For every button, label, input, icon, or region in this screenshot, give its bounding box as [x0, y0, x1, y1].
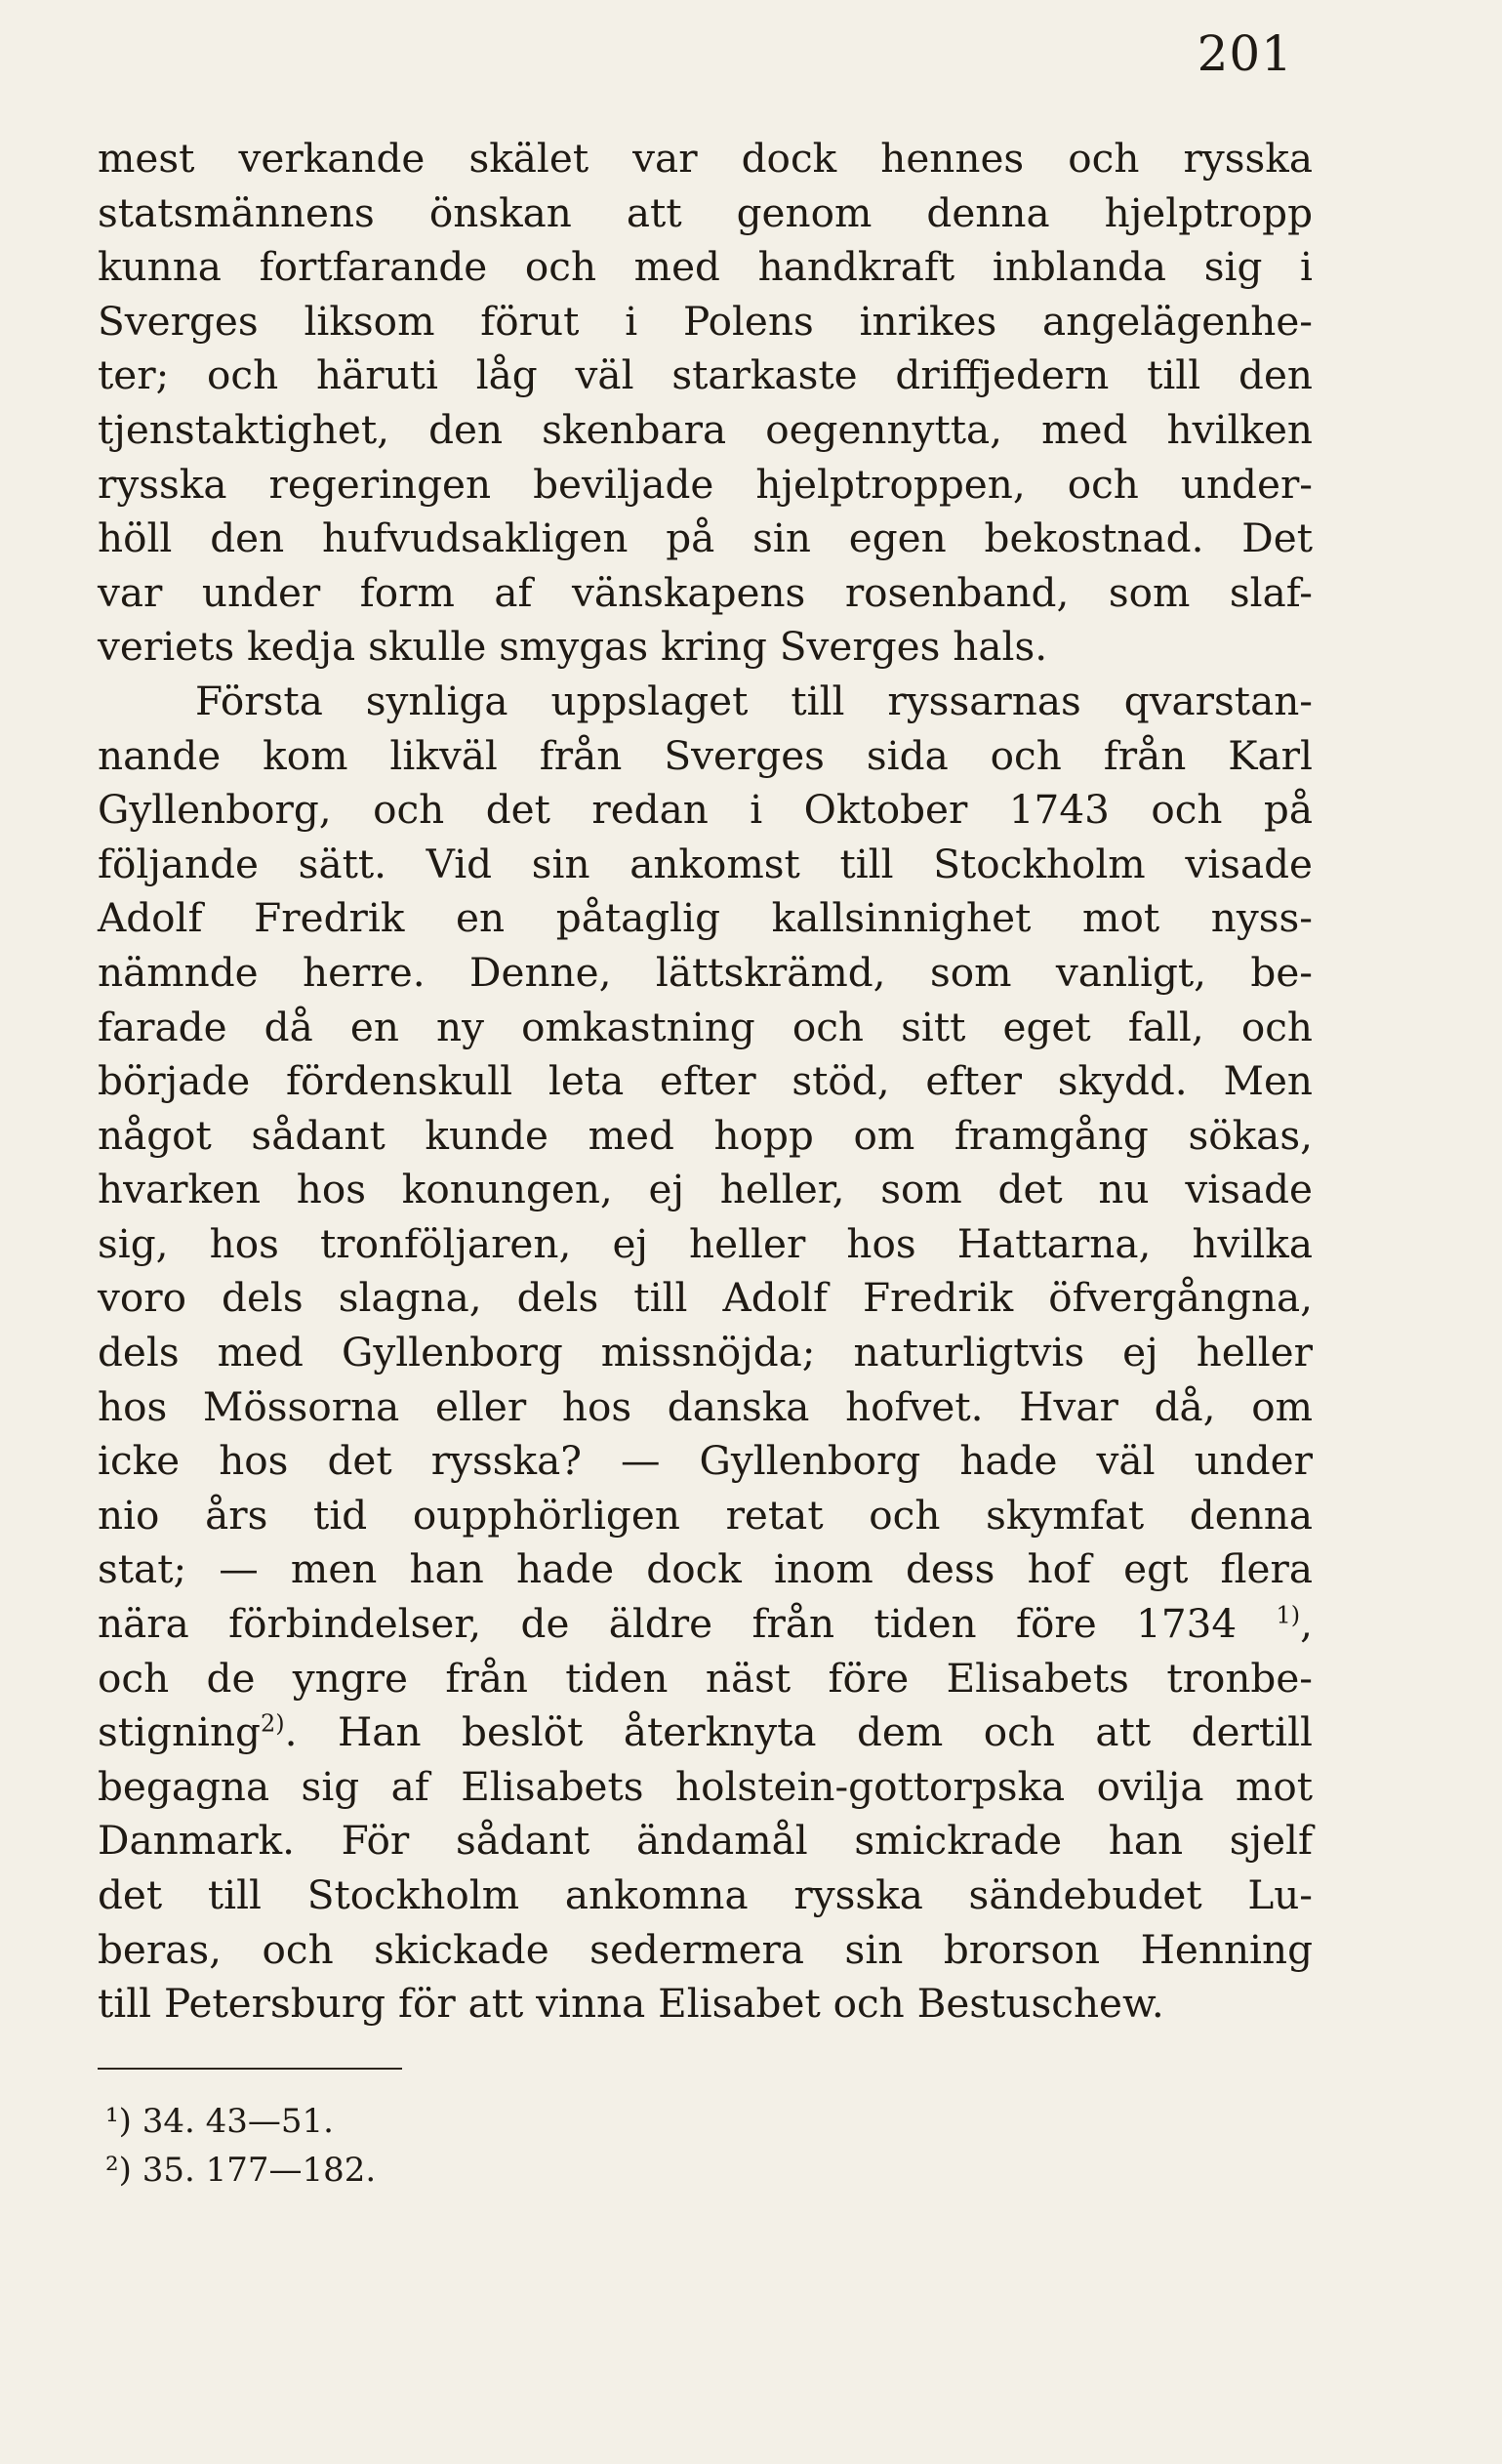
text-line: höll den hufvudsakligen på sin egen bekostnad. Det — [98, 514, 1313, 562]
text-line: veriets kedja skulle smygas kring Sverges hals. — [98, 623, 1048, 671]
text-line: kunna fortfarande och med handkraft inblanda sig i — [98, 243, 1313, 291]
page-number: 201 — [1197, 25, 1293, 82]
text-line: farade då en ny omkastning och sitt eget fall, och — [98, 1003, 1313, 1050]
text-line: hvarken hos konungen, ej heller, som det nu visade — [98, 1166, 1313, 1213]
text-line: Gyllenborg, och det redan i Oktober 1743 och på — [98, 786, 1313, 834]
text-line: hos Mössorna eller hos danska hofvet. Hvar då, om — [98, 1382, 1313, 1430]
text-line: till Petersburg för att vinna Elisabet och Bestuschew. — [98, 1980, 1164, 2028]
text-line: voro dels slagna, dels till Adolf Fredrik öfvergångna, — [98, 1274, 1313, 1322]
text-line: begagna sig af Elisabets holstein-gottorpska ovilja mot — [98, 1762, 1313, 1810]
text-line: tjenstaktighet, den skenbara oegennytta, med hvilken — [98, 405, 1313, 453]
text-line: och de yngre från tiden näst före Elisabets tronbe- — [98, 1654, 1313, 1702]
text-line: Sverges liksom förut i Polens inrikes angelägenhe- — [98, 297, 1313, 345]
footnote-divider — [98, 2068, 402, 2070]
text-line: statsmännens önskan att genom denna hjelptropp — [98, 188, 1313, 236]
text-line: det till Stockholm ankomna rysska sändebudet Lu- — [98, 1871, 1313, 1918]
body-text — [98, 132, 1313, 2032]
text-line: icke hos det rysska? — Gyllenborg hade väl under — [98, 1437, 1313, 1485]
footnote-1: ¹) 34. 43—51. — [105, 2102, 334, 2141]
text-line: nämnde herre. Denne, lättskrämd, som vanligt, be- — [98, 948, 1313, 996]
text-line: rysska regeringen beviljade hjelptroppen, och under- — [98, 460, 1313, 508]
text-line: Första synliga uppslaget till ryssarnas qvarstan- — [195, 677, 1313, 724]
text-line: var under form af vänskapens rosenband, som slaf- — [98, 568, 1313, 616]
text-line: dels med Gyllenborg missnöjda; naturligtvis ej heller — [98, 1329, 1313, 1376]
text-line: Adolf Fredrik en påtaglig kallsinnighet mot nyss- — [98, 894, 1313, 942]
text-fragment: . Han beslöt återknyta dem och att dertill — [284, 1708, 1313, 1756]
text-fragment: nära förbindelser, de äldre från tiden före 1734 — [98, 1600, 1238, 1648]
text-line: började fördenskull leta efter stöd, efter skydd. Men — [98, 1057, 1313, 1105]
footnotes — [105, 2097, 376, 2195]
text-line: sig, hos tronföljaren, ej heller hos Hattarna, hvilka — [98, 1219, 1313, 1267]
text-line: stat; — men han hade dock inom dess hof egt flera — [98, 1545, 1313, 1593]
text-line — [98, 1597, 1313, 1652]
text-line: ter; och häruti låg väl starkaste driffjedern till den — [98, 351, 1313, 399]
text-fragment: stigning — [98, 1708, 261, 1756]
footnote-ref-1: 1) — [1276, 1601, 1301, 1629]
text-line: nio års tid oupphörligen retat och skymfat denna — [98, 1491, 1313, 1539]
text-line: något sådant kunde med hopp om framgång sökas, — [98, 1111, 1313, 1159]
text-line — [98, 1705, 1313, 1760]
text-line: nande kom likväl från Sverges sida och från Karl — [98, 731, 1313, 779]
text-line: mest verkande skälet var dock hennes och rysska — [98, 135, 1313, 182]
text-line: Danmark. För sådant ändamål smickrade han sjelf — [98, 1817, 1313, 1865]
text-line: beras, och skickade sedermera sin brorson Henning — [98, 1925, 1313, 1973]
footnote-2: ²) 35. 177—182. — [105, 2151, 377, 2190]
footnote-ref-2: 2) — [260, 1709, 285, 1738]
text-line: följande sätt. Vid sin ankomst till Stockholm visade — [98, 840, 1313, 887]
text-fragment: , — [1300, 1600, 1313, 1648]
